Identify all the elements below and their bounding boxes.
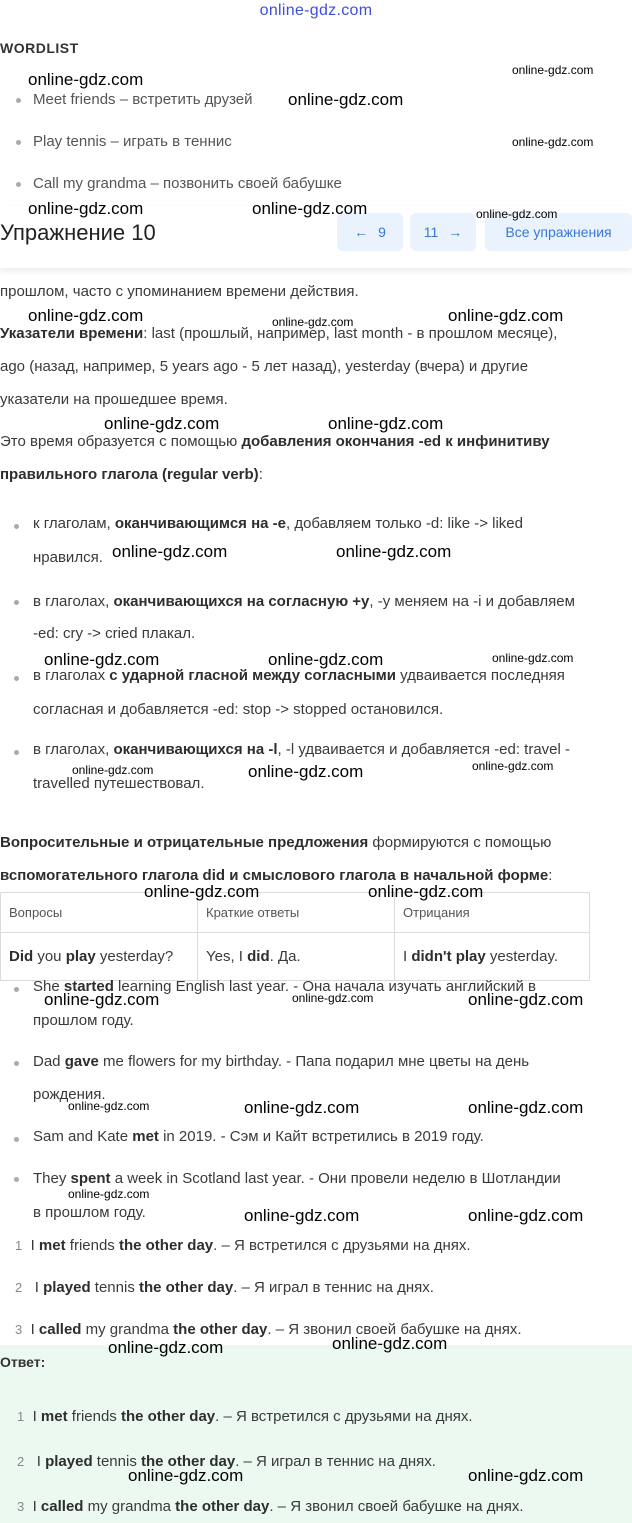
solution-item: 3 I called my grandma the other day. – Я звонил своей бабушке на днях. (15, 1321, 522, 1338)
prev-exercise-button[interactable]: ← 9 (337, 213, 403, 251)
watermark: online-gdz.com (104, 414, 220, 433)
site-link[interactable]: online-gdz.com (259, 2, 373, 19)
formation-text-line: правильного глагола (regular verb): (0, 466, 263, 483)
questions-text: Вопросительные и отрицательные предложения формируются с помощью (0, 834, 552, 851)
watermark: online-gdz.com (268, 650, 384, 669)
arrow-left-icon: ← (354, 224, 369, 240)
watermark: online-gdz.com (28, 70, 144, 89)
table-header: Краткие ответы (198, 893, 395, 933)
bullet-icon (14, 1061, 19, 1066)
example-item-line: прошлом году. (33, 1012, 134, 1029)
rule-item: к глаголам, оканчивающимся на -e, добавляем только -d: like -> liked (33, 515, 523, 532)
watermark: online-gdz.com (288, 90, 404, 109)
watermark: online-gdz.com (512, 135, 594, 149)
watermark: online-gdz.com (244, 1206, 360, 1225)
watermark: online-gdz.com (28, 306, 144, 325)
watermark: online-gdz.com (468, 990, 584, 1009)
rule-item: в глаголах, оканчивающихся на согласную +y, -y меняем на -i и добавляем (33, 593, 575, 610)
answer-item: 1 I met friends the other day. – Я встретился с друзьями на днях. (17, 1408, 473, 1425)
rule-item-line: travelled путешествовал. (33, 775, 205, 792)
bullet-icon (14, 676, 19, 681)
watermark: online-gdz.com (252, 199, 368, 218)
time-markers: Указатели времени: last (прошлый, например, last month - в прошлом месяце), (0, 325, 558, 342)
formation-text: Это время образуется с помощью добавления окончания -ed к инфинитиву (0, 433, 550, 450)
rule-item: в глаголах, оканчивающихся на -l, -l удваивается и добавляется -ed: travel - (33, 741, 571, 758)
example-item: Sam and Kate met in 2019. - Сэм и Кайт встретились в 2019 году. (33, 1128, 484, 1145)
watermark: online-gdz.com (468, 1466, 584, 1485)
answer-item: 3 I called my grandma the other day. – Я звонил своей бабушке на днях. (17, 1498, 524, 1515)
all-exercises-button[interactable]: Все упражнения (485, 213, 632, 251)
example-item-line: в прошлом году. (33, 1204, 146, 1221)
solution-item: 1 I met friends the other day. – Я встретился с друзьями на днях. (15, 1237, 471, 1254)
exercise-title: Упражнение 10 (0, 220, 156, 245)
questions-text-line: вспомогательного глагола did и смыслового глагола в начальной форме: (0, 867, 553, 884)
watermark: online-gdz.com (68, 1099, 150, 1113)
table-header: Отрицания (395, 893, 590, 933)
example-item: They spent a week in Scotland last year. - Они провели неделю в Шотландии (33, 1170, 561, 1187)
watermark: online-gdz.com (468, 1206, 584, 1225)
bullet-icon (16, 140, 21, 145)
rule-item-line: нравился. (33, 549, 103, 566)
bullet-icon (16, 98, 21, 103)
arrow-right-icon: → (448, 224, 463, 240)
watermark: online-gdz.com (328, 414, 444, 433)
table-cell: Yes, I did. Да. (198, 933, 395, 981)
theory-text: прошлом, часто с упоминанием времени действия. (0, 283, 359, 300)
watermark: online-gdz.com (128, 1466, 244, 1485)
watermark: online-gdz.com (72, 763, 154, 777)
bullet-icon (14, 524, 19, 529)
bullet-icon (16, 182, 21, 187)
watermark: online-gdz.com (68, 1187, 150, 1201)
watermark: online-gdz.com (336, 542, 452, 561)
watermark: online-gdz.com (472, 759, 554, 773)
watermark: online-gdz.com (272, 315, 354, 329)
bullet-icon (14, 1137, 19, 1142)
watermark: online-gdz.com (448, 306, 564, 325)
wordlist-item: Call my grandma – позвонить своей бабушке (16, 175, 342, 192)
bullet-icon (14, 600, 19, 605)
time-markers-line: ago (назад, например, 5 years ago - 5 лет назад), yesterday (вчера) и другие (0, 358, 529, 375)
watermark: online-gdz.com (44, 990, 160, 1009)
watermark: online-gdz.com (468, 1098, 584, 1117)
watermark: online-gdz.com (492, 651, 574, 665)
table-header: Вопросы (1, 893, 198, 933)
watermark: online-gdz.com (368, 882, 484, 901)
bullet-icon (14, 750, 19, 755)
solution-item: 2 I played tennis the other day. – Я играл в теннис на днях. (15, 1279, 434, 1296)
wordlist-item: Play tennis – играть в теннис (16, 133, 232, 150)
watermark: online-gdz.com (248, 762, 364, 781)
bullet-icon (14, 1177, 19, 1182)
rule-item-line: -ed: cry -> cried плакал. (33, 625, 196, 642)
watermark: online-gdz.com (244, 1098, 360, 1117)
example-item-line: рождения. (33, 1086, 106, 1103)
watermark: online-gdz.com (108, 1338, 224, 1357)
watermark: online-gdz.com (332, 1334, 448, 1353)
watermark: online-gdz.com (112, 542, 228, 561)
watermark: online-gdz.com (144, 882, 260, 901)
watermark: online-gdz.com (512, 63, 594, 77)
answer-item: 2 I played tennis the other day. – Я играл в теннис на днях. (17, 1453, 436, 1470)
watermark: online-gdz.com (292, 991, 374, 1005)
answer-label: Ответ: (0, 1354, 46, 1370)
time-markers-line: указатели на прошедшее время. (0, 391, 228, 408)
watermark: online-gdz.com (28, 199, 144, 218)
example-item: Dad gave me flowers for my birthday. - Папа подарил мне цветы на день (33, 1053, 530, 1070)
grammar-table (0, 892, 590, 981)
next-exercise-button[interactable]: 11 → (410, 213, 476, 251)
wordlist-item: Meet friends – встретить друзей (16, 91, 253, 108)
rule-item: в глаголах с ударной гласной между согласными удваивается последняя (33, 667, 565, 684)
bullet-icon (14, 987, 19, 992)
watermark: online-gdz.com (44, 650, 160, 669)
example-item: She started learning English last year. - Она начала изучать английский в (33, 978, 536, 995)
watermark: online-gdz.com (476, 207, 558, 221)
table-cell: I didn't play yesterday. (395, 933, 590, 981)
table-cell: Did you play yesterday? (1, 933, 198, 981)
rule-item-line: согласная и добавляется -ed: stop -> stopped остановился. (33, 701, 444, 718)
wordlist-heading: WORDLIST (0, 40, 79, 56)
